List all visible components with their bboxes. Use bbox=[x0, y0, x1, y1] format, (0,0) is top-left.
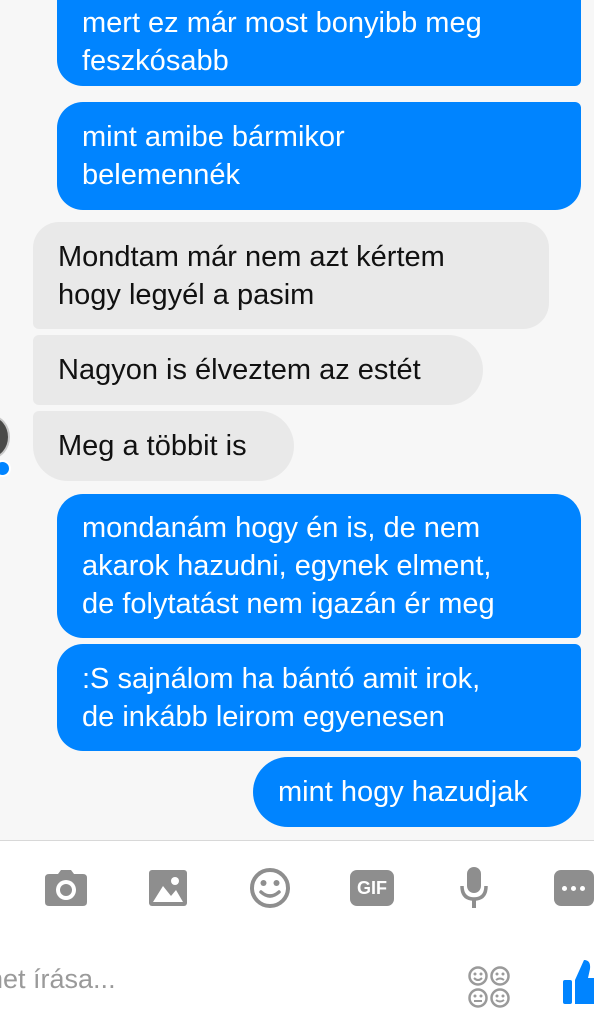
message-input[interactable] bbox=[0, 954, 428, 1004]
emoji-picker-icon[interactable] bbox=[467, 965, 511, 1009]
emoji-icon[interactable] bbox=[248, 866, 292, 910]
message-bubble-outgoing[interactable]: mondanám hogy én is, de nem akarok hazudni, egynek elment, de folytatást nem igazán ér meg bbox=[57, 494, 581, 638]
composer-toolbar bbox=[0, 840, 594, 933]
composer bbox=[0, 932, 594, 1033]
contact-avatar[interactable] bbox=[0, 415, 10, 459]
message-bubble-outgoing[interactable]: :S sajnálom ha bántó amit irok, de inkább leirom egyenesen bbox=[57, 644, 581, 751]
gif-icon[interactable] bbox=[350, 866, 394, 910]
message-bubble-outgoing[interactable]: mint amibe bármikor belemennék bbox=[57, 102, 581, 210]
image-icon[interactable] bbox=[146, 866, 190, 910]
message-bubble-incoming[interactable]: Meg a többit is bbox=[33, 411, 294, 481]
message-bubble-incoming[interactable]: Nagyon is élveztem az estét bbox=[33, 335, 483, 405]
gif-label: GIF bbox=[350, 870, 394, 906]
camera-icon[interactable] bbox=[44, 866, 88, 910]
more-icon[interactable] bbox=[554, 866, 594, 910]
microphone-icon[interactable] bbox=[452, 866, 496, 910]
like-thumbs-up-icon[interactable] bbox=[563, 960, 594, 1006]
messenger-badge-icon bbox=[0, 460, 11, 477]
message-bubble-outgoing[interactable]: mert ez már most bonyibb meg feszkósabb bbox=[57, 0, 581, 86]
message-bubble-outgoing[interactable]: mint hogy hazudjak bbox=[253, 757, 581, 827]
message-bubble-incoming[interactable]: Mondtam már nem azt kértem hogy legyél a pasim bbox=[33, 222, 549, 329]
